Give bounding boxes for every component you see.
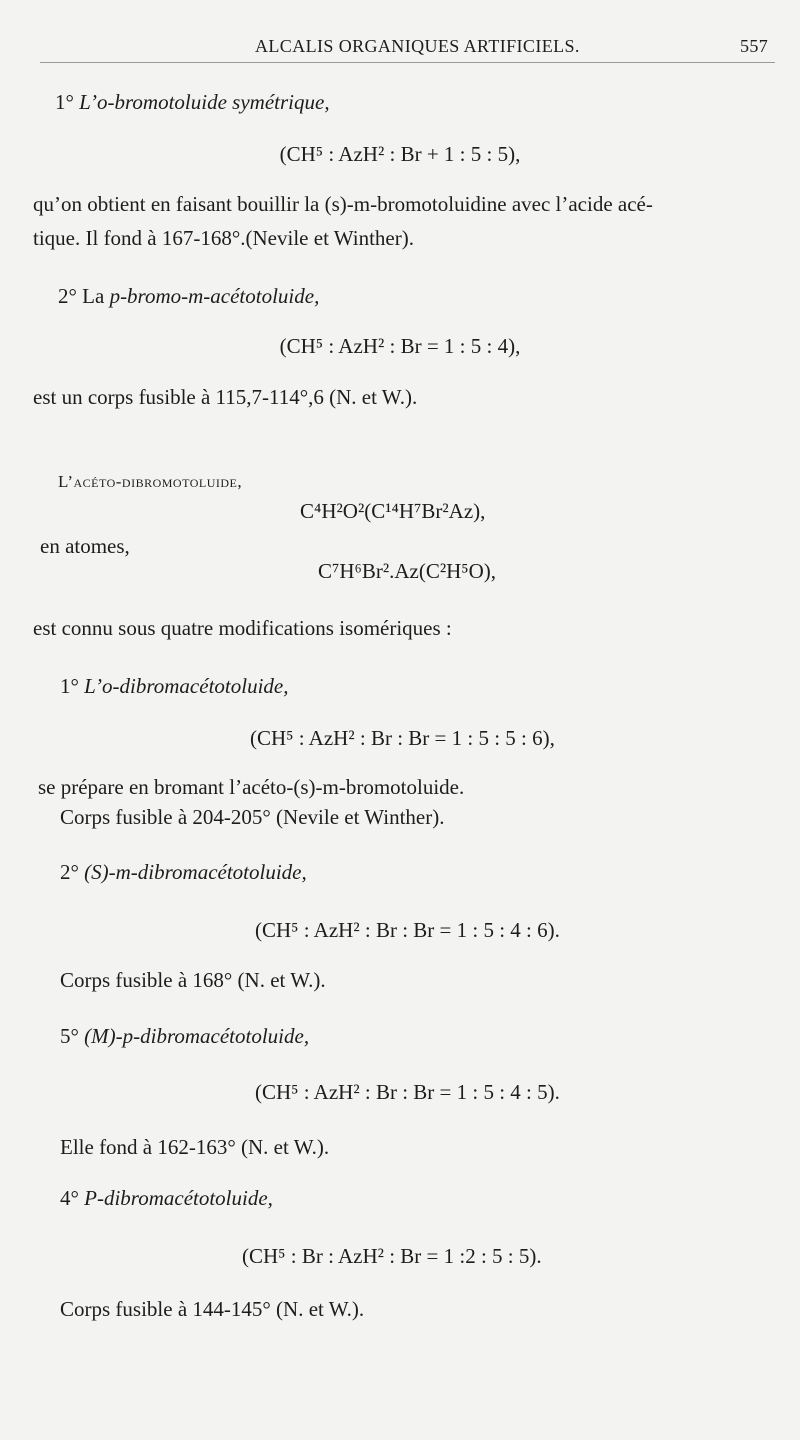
modification-2-number: 2° <box>60 860 79 884</box>
section2-number: 2° <box>58 284 77 308</box>
modification-1-name: L’o-dibromacétotoluide, <box>84 674 289 698</box>
section2-name: p-bromo-m-acétotoluide, <box>109 284 320 308</box>
modification-3-number: 5° <box>60 1024 79 1048</box>
modification-4-name: P-dibromacétotoluide, <box>84 1186 273 1210</box>
modification-1-number: 1° <box>60 674 79 698</box>
modification-3-formula: (CH⁵ : AzH² : Br : Br = 1 : 5 : 4 : 5). <box>255 1080 560 1104</box>
section2-prefix: La <box>82 284 105 308</box>
page-number: 557 <box>740 36 769 56</box>
running-header-title: ALCALIS ORGANIQUES ARTIFICIELS. <box>255 36 580 56</box>
modification-4-heading <box>60 1184 273 1212</box>
modification-1-text-line2: Corps fusible à 204-205° (Nevile et Winther). <box>60 805 445 829</box>
section1-formula: (CH⁵ : AzH² : Br + 1 : 5 : 5), <box>279 142 521 166</box>
header-rule <box>40 62 775 63</box>
modification-2-heading <box>60 858 307 886</box>
modification-1-formula: (CH⁵ : AzH² : Br : Br = 1 : 5 : 5 : 6), <box>250 726 555 750</box>
section1-number: 1° <box>55 90 74 114</box>
modification-2-text-line1: Corps fusible à 168° (N. et W.). <box>60 968 326 992</box>
compound-name: L’acéto-dibromotoluide, <box>58 472 243 491</box>
section2-heading <box>58 282 319 310</box>
section2-text: est un corps fusible à 115,7-114°,6 (N. et W.). <box>33 385 418 409</box>
modification-2-formula: (CH⁵ : AzH² : Br : Br = 1 : 5 : 4 : 6). <box>255 918 560 942</box>
modification-4-formula: (CH⁵ : Br : AzH² : Br = 1 :2 : 5 : 5). <box>242 1244 542 1268</box>
modification-3-heading <box>60 1022 309 1050</box>
section1-text-line2: tique. Il fond à 167-168°.(Nevile et Winther). <box>33 226 414 250</box>
compound-atoms-label: en atomes, <box>40 534 130 558</box>
modification-1-text-line1: se prépare en bromant l’acéto-(s)-m-bromotoluide. <box>38 775 465 799</box>
modification-3-name: (M)-p-dibromacétotoluide, <box>84 1024 310 1048</box>
section1-name: L’o-bromotoluide symétrique, <box>79 90 330 114</box>
section1-heading <box>55 88 330 116</box>
section1-text-line1: qu’on obtient en faisant bouillir la (s)-m-bromotoluidine avec l’acide acé- <box>33 192 653 216</box>
compound-formula-equivalents: C⁴H²O²(C¹⁴H⁷Br²Az), <box>300 499 486 523</box>
modification-4-text-line1: Corps fusible à 144-145° (N. et W.). <box>60 1297 365 1321</box>
modification-4-number: 4° <box>60 1186 79 1210</box>
compound-intro: est connu sous quatre modifications isomériques : <box>33 616 452 640</box>
compound-formula-atoms: C⁷H⁶Br².Az(C²H⁵O), <box>318 559 497 583</box>
modification-2-name: (S)-m-dibromacétotoluide, <box>84 860 307 884</box>
modification-3-text-line1: Elle fond à 162-163° (N. et W.). <box>60 1135 330 1159</box>
modification-1-heading <box>60 672 289 700</box>
section2-formula: (CH⁵ : AzH² : Br = 1 : 5 : 4), <box>279 334 521 358</box>
